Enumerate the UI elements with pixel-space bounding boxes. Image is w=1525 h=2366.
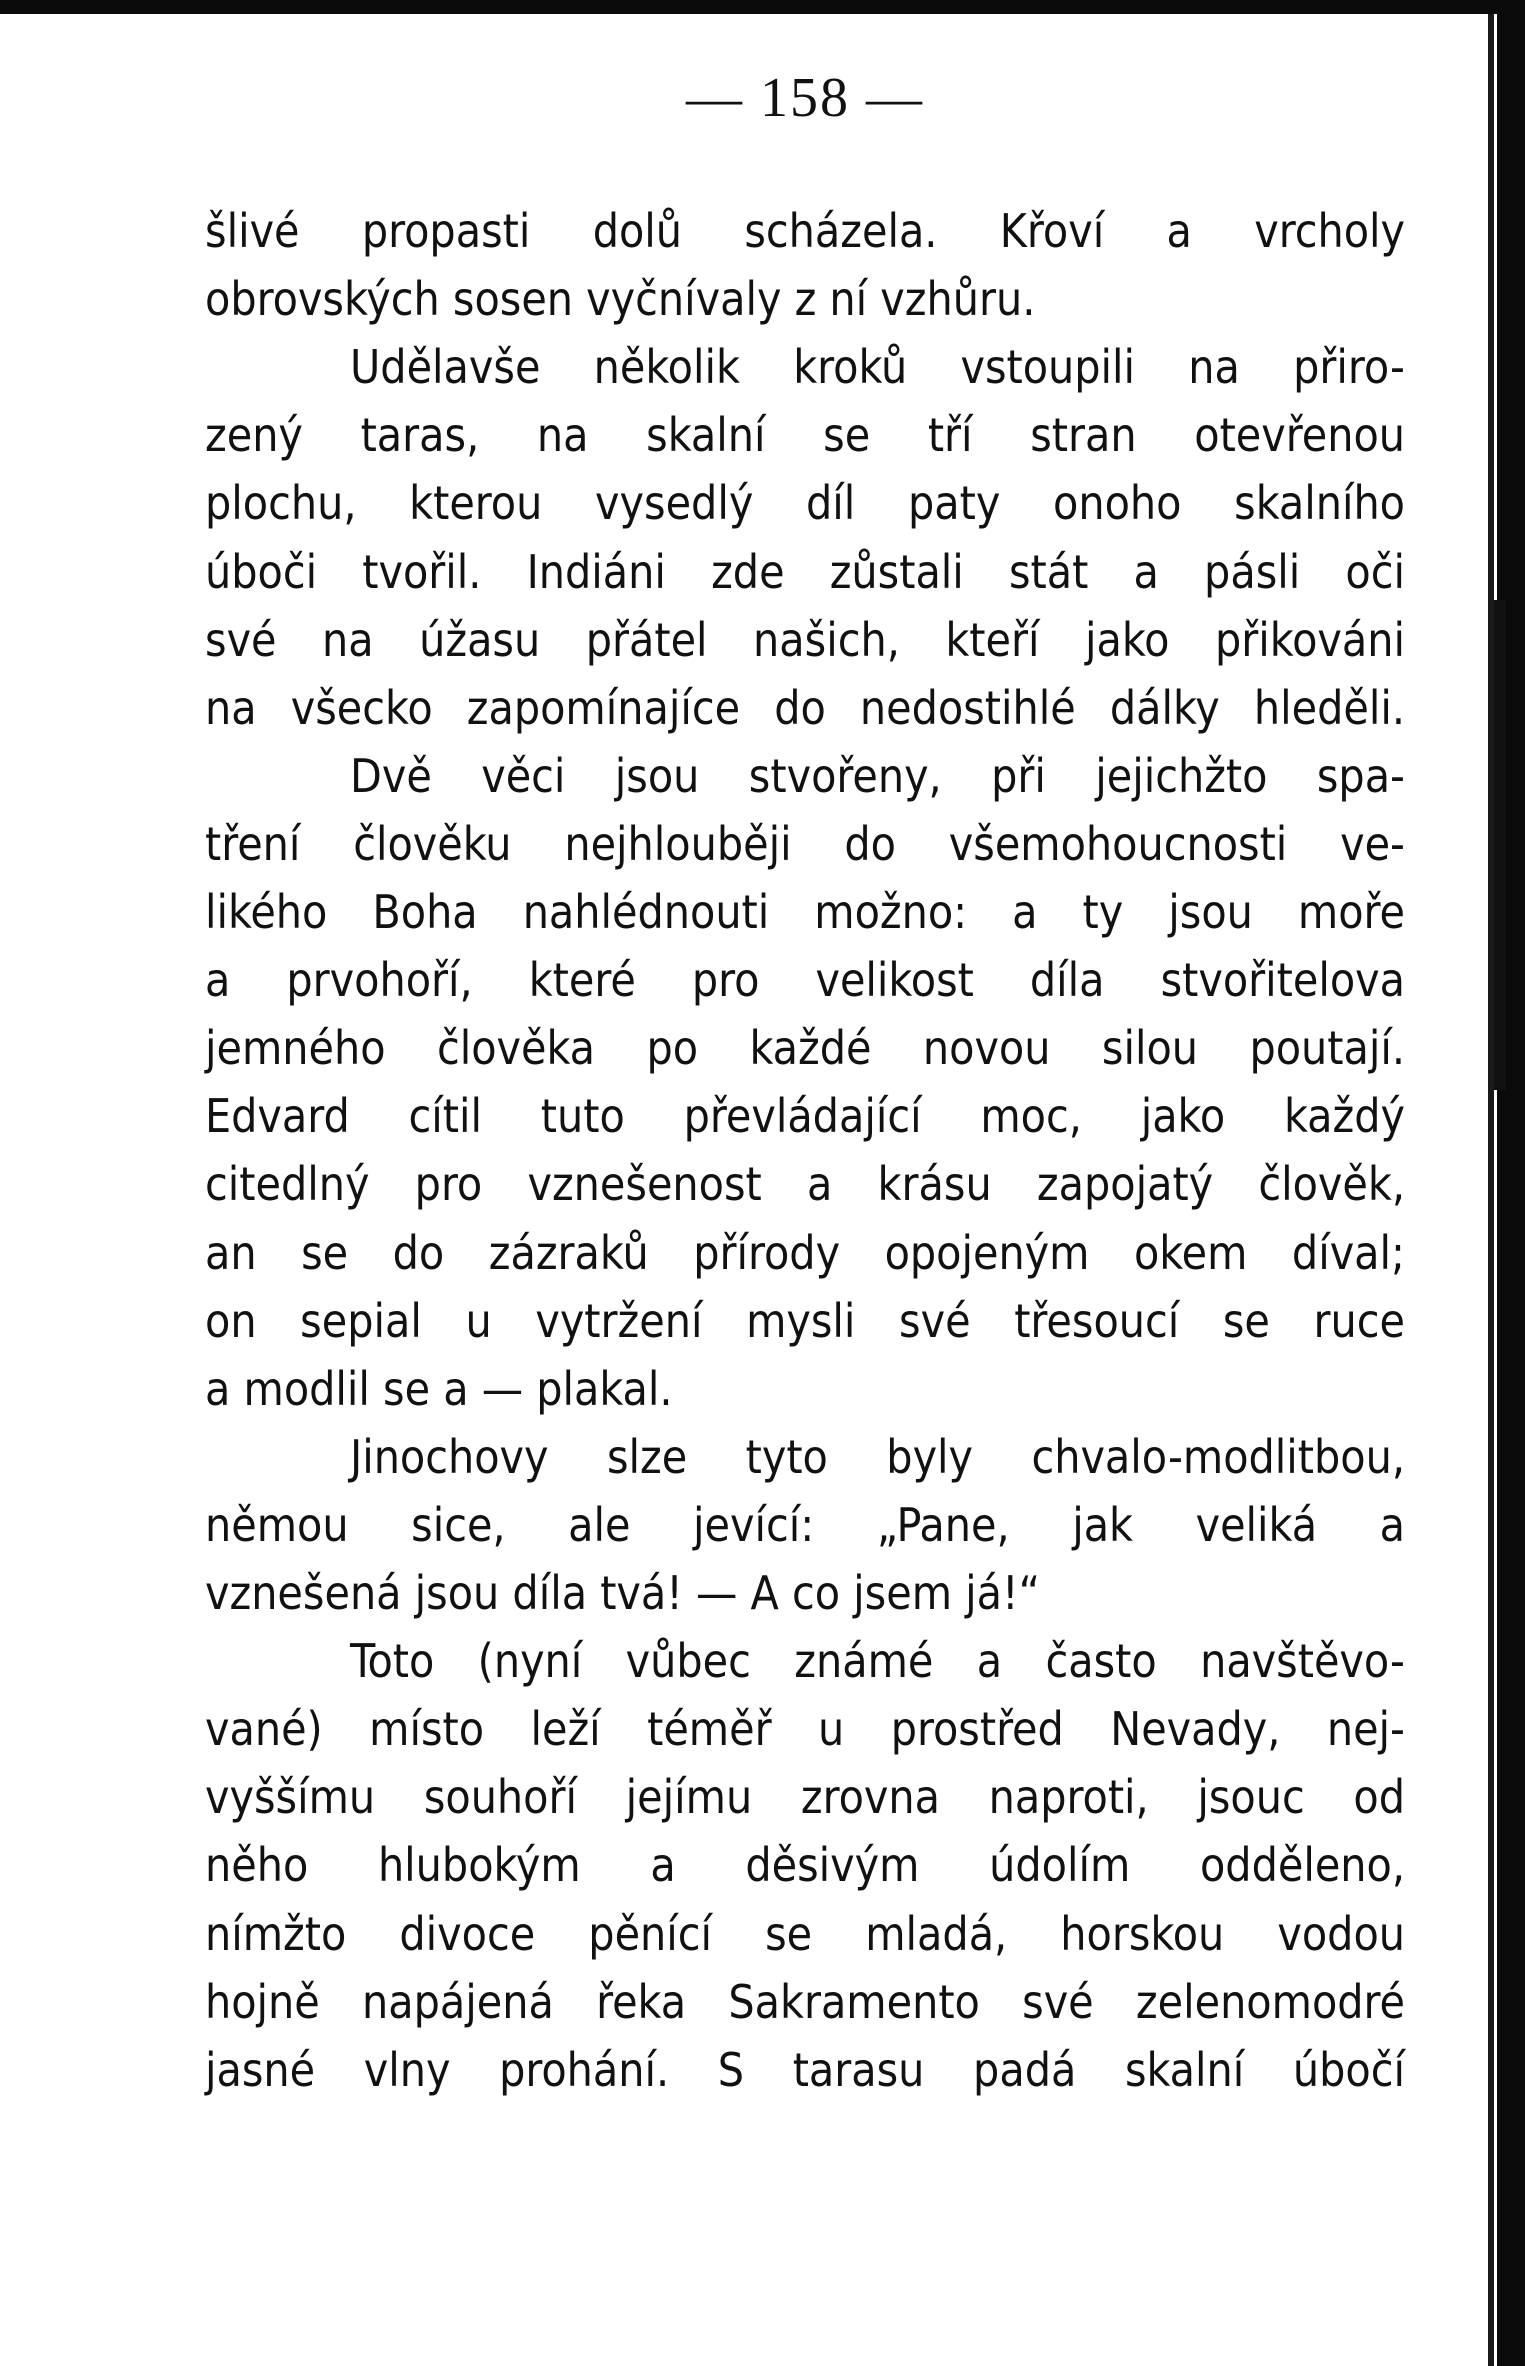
text-line: zený taras, na skalní se tří stran otevřenou — [205, 408, 1405, 463]
text-line: jasné vlny prohání. S tarasu padá skalní úbočí — [205, 2042, 1405, 2097]
scan-right-border — [1497, 0, 1525, 2366]
text-line: šlivé propasti dolů scházela. Křoví a vrcholy — [205, 204, 1405, 258]
text-line: an se do zázraků přírody opojeným okem díval; — [205, 1225, 1405, 1280]
text-line: obrovských sosen vyčnívaly z ní vzhůru. — [205, 272, 1036, 327]
text-line: vané) místo leží téměř u prostřed Nevady, nej- — [205, 1702, 1405, 1757]
text-line: hojně napájená řeka Sakramento své zelenomodré — [205, 1974, 1405, 2029]
text-line: něho hlubokým a děsivým údolím odděleno, — [205, 1838, 1405, 1893]
text-line: a modlil se a — plakal. — [205, 1361, 673, 1416]
text-line: Edvard cítil tuto převládající moc, jako každý — [205, 1089, 1405, 1144]
text-line: plochu, kterou vysedlý díl paty onoho skalního — [205, 476, 1405, 531]
text-line: Toto (nyní vůbec známé a často navštěvo- — [350, 1634, 1405, 1689]
text-line: likého Boha nahlédnouti možno: a ty jsou moře — [205, 885, 1405, 939]
text-line: vznešená jsou díla tvá! — A co jsem já!“ — [205, 1566, 1041, 1620]
text-line: vyššímu souhoří jejímu zrovna naproti, jsouc od — [205, 1770, 1405, 1825]
text-line: němou sice, ale jevící: „Pane, jak veliká a — [205, 1497, 1405, 1552]
book-page — [205, 0, 1405, 2366]
text-line: úboči tvořil. Indiáni zde zůstali stát a pásli oči — [205, 544, 1405, 599]
text-line: citedlný pro vznešenost a krásu zapojatý člověk, — [205, 1157, 1405, 1212]
page-number: — 158 — — [686, 67, 924, 129]
text-line: a prvohoří, které pro velikost díla stvořitelova — [205, 953, 1405, 1008]
text-line: Jinochovy slze tyto byly chvalo-modlitbou, — [350, 1429, 1405, 1484]
margin-bar-mark — [1494, 600, 1506, 1090]
text-line: jemného člověka po každé novou silou poutají. — [205, 1021, 1405, 1076]
text-line: na všecko zapomínajíce do nedostihlé dálky hleděli. — [205, 680, 1405, 735]
text-line: tření člověku nejhlouběji do všemohoucnosti ve- — [205, 816, 1405, 871]
scan-right-shadow — [1488, 14, 1494, 2366]
text-line: Udělavše několik kroků vstoupili na přiro- — [350, 340, 1405, 395]
text-line: on sepial u vytržení mysli své třesoucí se ruce — [205, 1293, 1405, 1348]
text-line: své na úžasu přátel našich, kteří jako přikováni — [205, 612, 1405, 667]
text-line: Dvě věci jsou stvořeny, při jejichžto spa- — [350, 748, 1405, 803]
text-line: nímžto divoce pěnící se mladá, horskou vodou — [205, 1906, 1405, 1961]
